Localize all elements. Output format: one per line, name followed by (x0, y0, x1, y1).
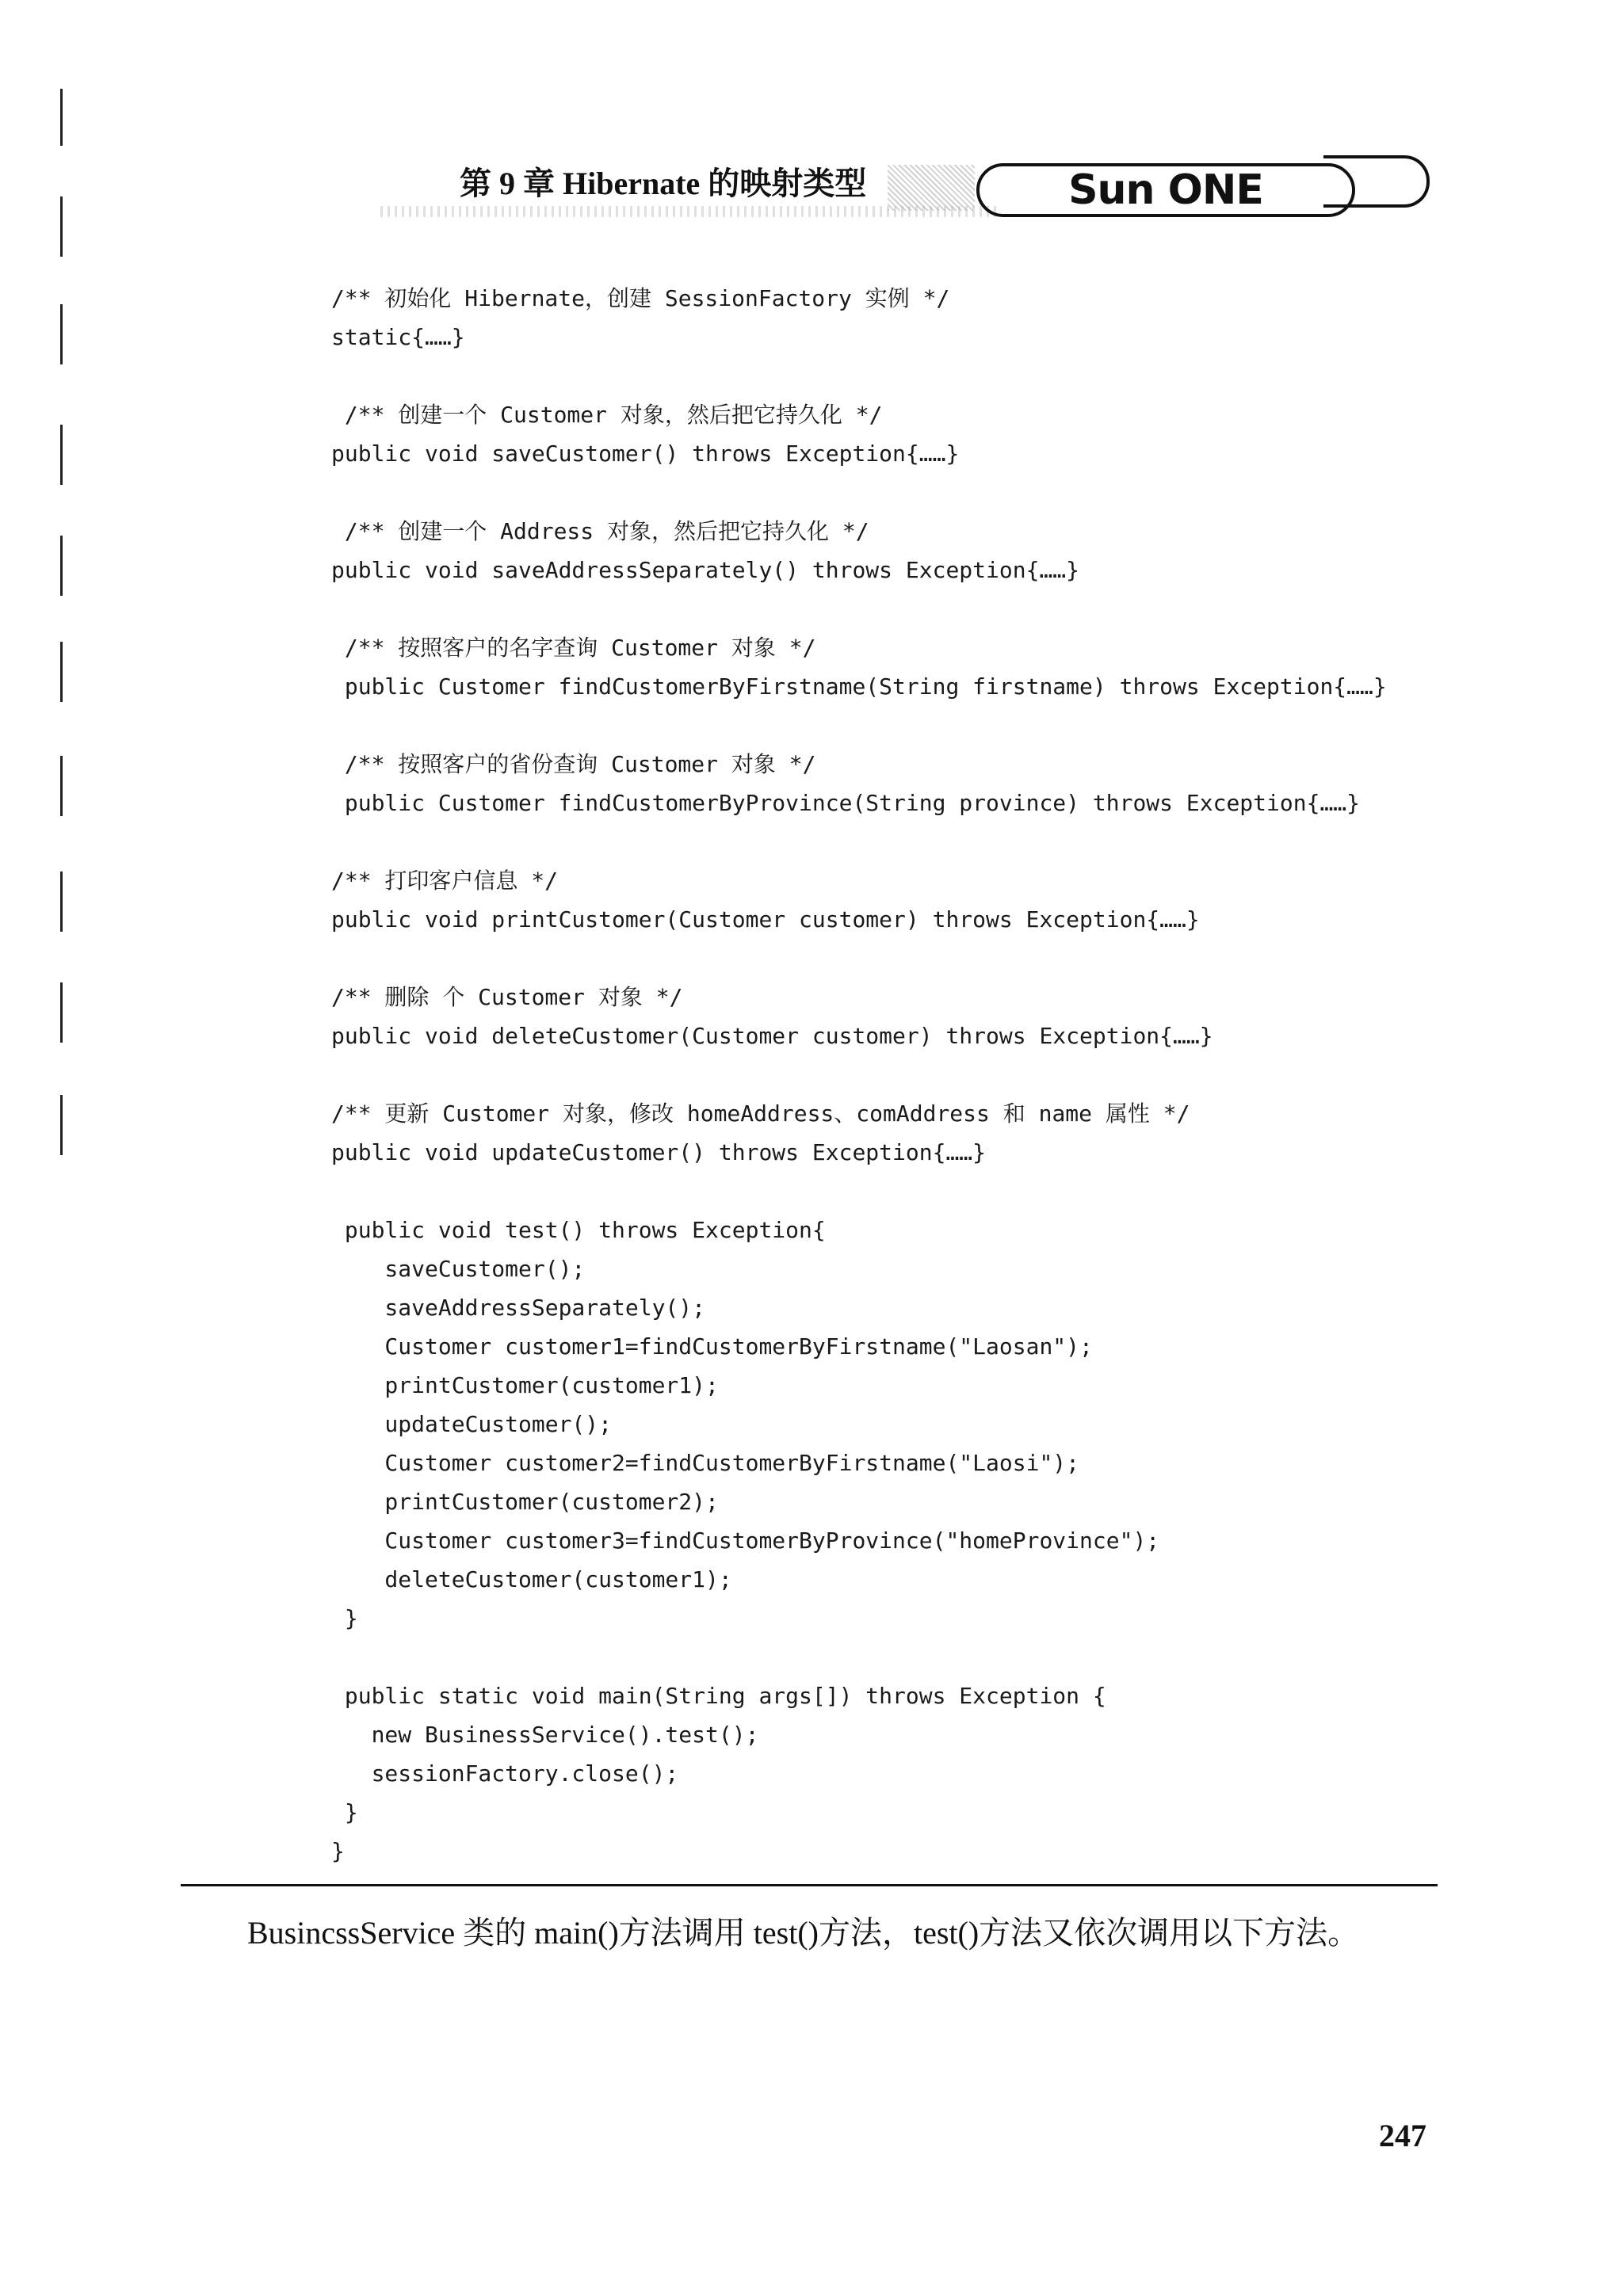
code-line (331, 589, 1457, 628)
code-line: saveAddressSeparately(); (331, 1295, 706, 1321)
margin-mark (60, 756, 63, 816)
code-line: public void saveAddressSeparately() throws Exception{……} (331, 557, 1080, 583)
code-line: /** 打印客户信息 */ (331, 868, 559, 894)
sun-one-logo: Sun ONE (976, 163, 1355, 217)
page-header (460, 151, 1442, 230)
code-line: printCustomer(customer2); (331, 1489, 719, 1515)
chapter-title: 第 9 章 Hibernate 的映射类型 (460, 166, 867, 201)
horizontal-rule (181, 1884, 1438, 1886)
header-decoration-texture (888, 165, 975, 211)
code-line (331, 1638, 1457, 1676)
margin-mark (60, 982, 63, 1043)
code-line: /** 按照客户的省份查询 Customer 对象 */ (331, 751, 816, 777)
code-line: } (331, 1605, 358, 1631)
code-line: /** 删除 个 Customer 对象 */ (331, 984, 683, 1010)
code-line: /** 初始化 Hibernate，创建 SessionFactory 实例 */ (331, 285, 950, 311)
code-line: public void saveCustomer() throws Exception{……} (331, 441, 960, 467)
margin-mark (60, 89, 63, 146)
code-line (331, 939, 1457, 978)
code-listing (331, 279, 1457, 1871)
code-line: public void printCustomer(Customer customer) throws Exception{……} (331, 906, 1200, 933)
code-line (331, 1055, 1457, 1094)
margin-mark (60, 642, 63, 702)
code-line: updateCustomer(); (331, 1411, 613, 1437)
code-line: public Customer findCustomerByProvince(String province) throws Exception{……} (331, 790, 1361, 816)
code-line: sessionFactory.close(); (331, 1760, 679, 1787)
code-line (331, 473, 1457, 512)
code-line: public static void main(String args[]) throws Exception { (331, 1683, 1106, 1709)
code-line (331, 1172, 1457, 1211)
code-line: public void deleteCustomer(Customer customer) throws Exception{……} (331, 1023, 1213, 1049)
margin-mark (60, 536, 63, 596)
margin-mark (60, 304, 63, 364)
page-number: 247 (1379, 2118, 1426, 2153)
code-line: printCustomer(customer1); (331, 1372, 719, 1398)
code-line: } (331, 1799, 358, 1825)
code-line: new BusinessService().test(); (331, 1722, 759, 1748)
code-line: /** 创建一个 Customer 对象，然后把它持久化 */ (331, 402, 883, 428)
code-line: public Customer findCustomerByFirstname(String firstname) throws Exception{……} (331, 673, 1387, 700)
code-line: Customer customer2=findCustomerByFirstname("Laosi"); (331, 1450, 1080, 1476)
margin-mark (60, 871, 63, 932)
code-line: Customer customer3=findCustomerByProvince("homeProvince"); (331, 1527, 1160, 1554)
code-line: public void test() throws Exception{ (331, 1217, 826, 1243)
code-line: /** 按照客户的名字查询 Customer 对象 */ (331, 635, 816, 661)
body-paragraph: BusincssService 类的 main()方法调用 test()方法，test()方法又依次调用以下方法。 (247, 1915, 1360, 1951)
code-line: static{……} (331, 324, 465, 350)
code-line: } (331, 1838, 345, 1864)
code-line: saveCustomer(); (331, 1256, 586, 1282)
margin-mark (60, 1095, 63, 1155)
code-line (331, 357, 1457, 395)
code-line: Customer customer1=findCustomerByFirstname("Laosan"); (331, 1333, 1093, 1360)
code-line: deleteCustomer(customer1); (331, 1566, 732, 1592)
code-line (331, 706, 1457, 745)
code-line (331, 822, 1457, 861)
code-line: /** 创建一个 Address 对象，然后把它持久化 */ (331, 518, 869, 544)
code-line: /** 更新 Customer 对象，修改 homeAddress、comAddress 和 name 属性 */ (331, 1100, 1190, 1127)
margin-mark (60, 425, 63, 485)
code-line: public void updateCustomer() throws Exception{……} (331, 1139, 987, 1165)
margin-mark (60, 196, 63, 257)
